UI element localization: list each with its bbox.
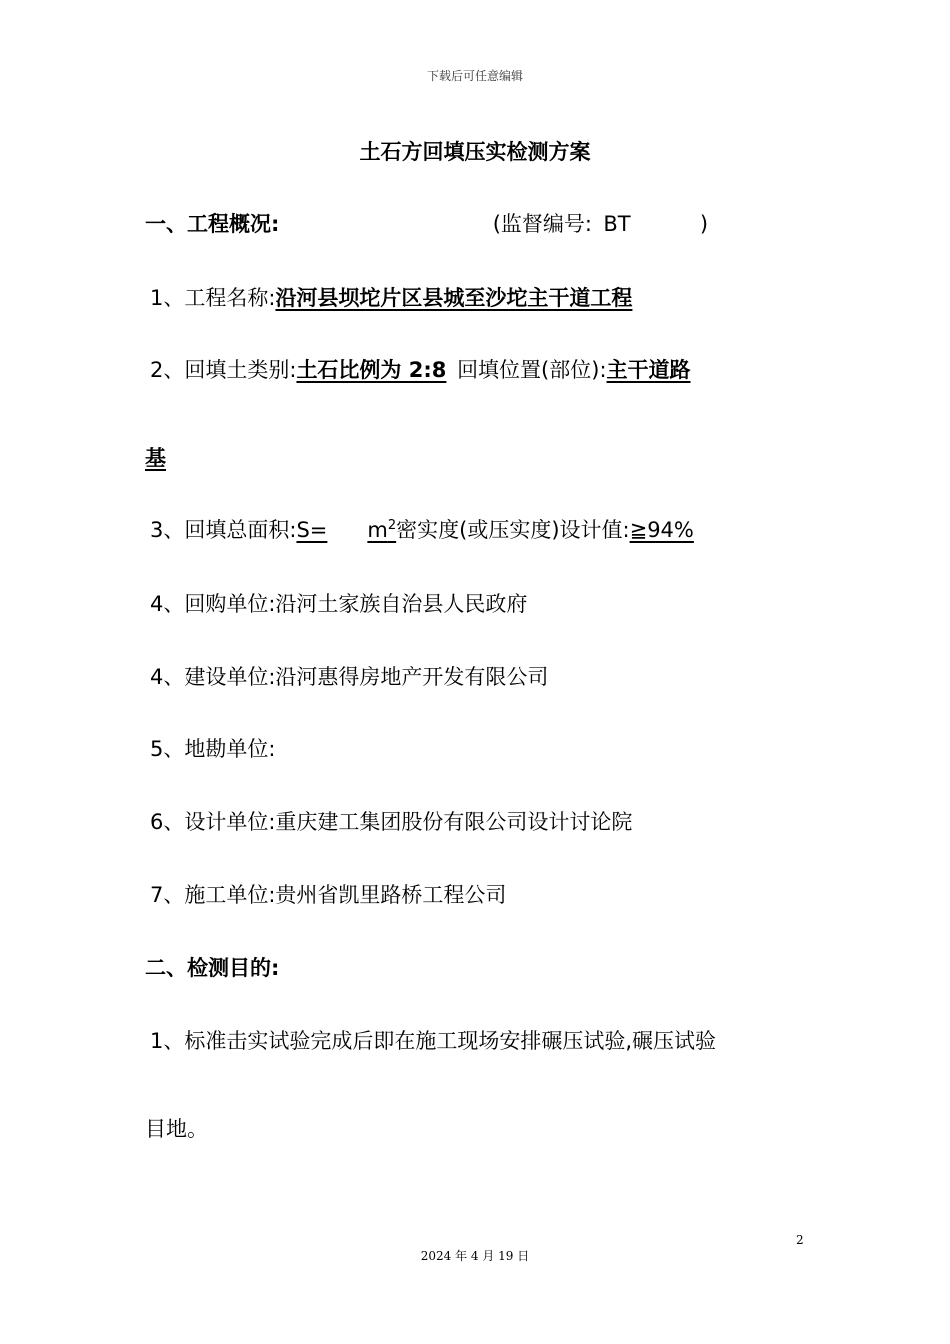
fill-type-value: 土石比例为 2:8 [296, 358, 447, 382]
fill-position-continued [145, 442, 255, 472]
project-name-line [150, 282, 632, 312]
document-title: 土石方回填压实检测方案 [359, 140, 591, 164]
section-overview-heading [145, 208, 708, 238]
builder-unit-line: 7、施工单位:贵州省凯里路桥工程公司 [150, 883, 507, 907]
supervision-value: BT [603, 212, 631, 236]
area-label: 3、回填总面积: [150, 518, 297, 542]
footer-date: 2024 年 4 月 19 日 [420, 1249, 530, 1263]
header-note: 下载后可任意编辑 [426, 69, 523, 83]
page-number: 2 [796, 1233, 804, 1247]
fill-position-label: 回填位置(部位): [457, 358, 607, 382]
design-unit-line: 6、设计单位:重庆建工集团股份有限公司设计讨论院 [150, 810, 633, 834]
section-overview-title: 一、工程概况: [145, 212, 280, 236]
purpose-line-2: 目地。 [145, 1117, 208, 1141]
construction-unit-line: 4、建设单位:沿河惠得房地产开发有限公司 [150, 665, 549, 689]
fill-type-line [150, 354, 691, 384]
project-name-value: 沿河县坝坨片区县城至沙坨主干道工程 [275, 286, 633, 310]
section-purpose-heading: 二、检测目的: [145, 956, 280, 980]
supervision-label: (监督编号: [492, 212, 592, 236]
survey-unit-line: 5、地勘单位: [150, 737, 276, 761]
area-value: $S= m^2$ [296, 518, 397, 542]
area-line [150, 514, 694, 544]
density-value: ≧94% [629, 518, 694, 542]
density-label: 密实度(或压实度)设计值: [396, 518, 630, 542]
fill-position-value: 主干道路 [606, 358, 691, 382]
fill-position-value-continued: 基 [145, 446, 166, 470]
purchase-unit-line: 4、回购单位:沿河土家族自治县人民政府 [150, 592, 528, 616]
supervision-close: ) [699, 212, 709, 236]
purpose-line-1: 1、标准击实试验完成后即在施工现场安排碾压试验,碾压试验 [150, 1029, 717, 1053]
fill-type-label: 2、回填土类别: [150, 358, 297, 382]
project-name-label: 1、工程名称: [150, 286, 276, 310]
